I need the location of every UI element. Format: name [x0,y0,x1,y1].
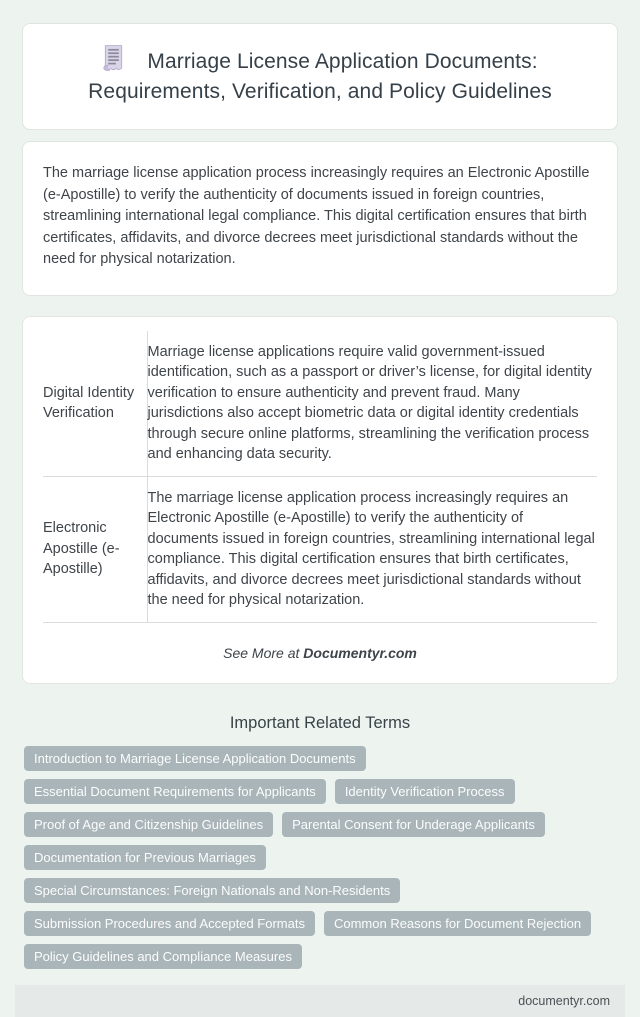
title-card [22,23,618,130]
receipt-icon [102,44,125,73]
related-term-tag[interactable]: Submission Procedures and Accepted Formats [24,911,315,936]
definition-cell: Marriage license applications require valid government-issued identification, such as a passport or driver’s license, for digital identity verification to ensure authenticity and prevent fraud. Many jurisdictions also accept biometric data or digital identity credentials through secure online platforms, streamlining the verification process and enhancing data security. [147,331,597,477]
related-term-tag[interactable]: Policy Guidelines and Compliance Measures [24,944,302,969]
table-row [43,476,597,622]
term-cell: Digital Identity Verification [43,331,147,477]
intro-card [22,141,618,296]
related-term-tag[interactable]: Common Reasons for Document Rejection [324,911,591,936]
related-term-tag[interactable]: Parental Consent for Underage Applicants [282,812,545,837]
related-term-tag[interactable]: Proof of Age and Citizenship Guidelines [24,812,273,837]
page [0,23,640,1008]
term-cell: Electronic Apostille (e-Apostille) [43,476,147,622]
related-terms-tags [24,746,616,969]
intro-paragraph: The marriage license application process increasingly requires an Electronic Apostille (e-Apostille) to verify the authenticity of documents issued in foreign countries, streamlining international legal compliance. This digital certification ensures that birth certificates, affidavits, and divorce decrees meet jurisdictional standards without the need for physical notarization. [43,165,590,267]
related-terms-heading: Important Related Terms [229,713,411,732]
related-term-tag[interactable]: Documentation for Previous Marriages [24,845,266,870]
see-more-site-link[interactable]: Documentyr.com [303,644,417,661]
see-more-line [43,645,597,661]
terms-table [43,331,597,623]
related-term-tag[interactable]: Special Circumstances: Foreign Nationals and Non-Residents [24,878,400,903]
page-title-text: Marriage License Application Documents: Requirements, Verification, and Policy Guidelines [88,50,552,103]
table-row [43,331,597,477]
terms-table-card [22,316,618,684]
see-more-prefix: See More at [223,644,304,661]
related-term-tag[interactable]: Identity Verification Process [335,779,515,804]
footer-bar [15,985,625,1017]
related-term-tag[interactable]: Essential Document Requirements for Applicants [24,779,326,804]
footer-site-label: documentyr.com [518,993,610,1008]
page-title [47,44,593,107]
related-term-tag[interactable]: Introduction to Marriage License Application Documents [24,746,366,771]
definition-cell: The marriage license application process increasingly requires an Electronic Apostille (e-Apostille) to verify the authenticity of documents issued in foreign countries, streamlining international legal compliance. This digital certification ensures that birth certificates, affidavits, and divorce decrees meet jurisdictional standards without the need for physical notarization. [147,476,597,622]
